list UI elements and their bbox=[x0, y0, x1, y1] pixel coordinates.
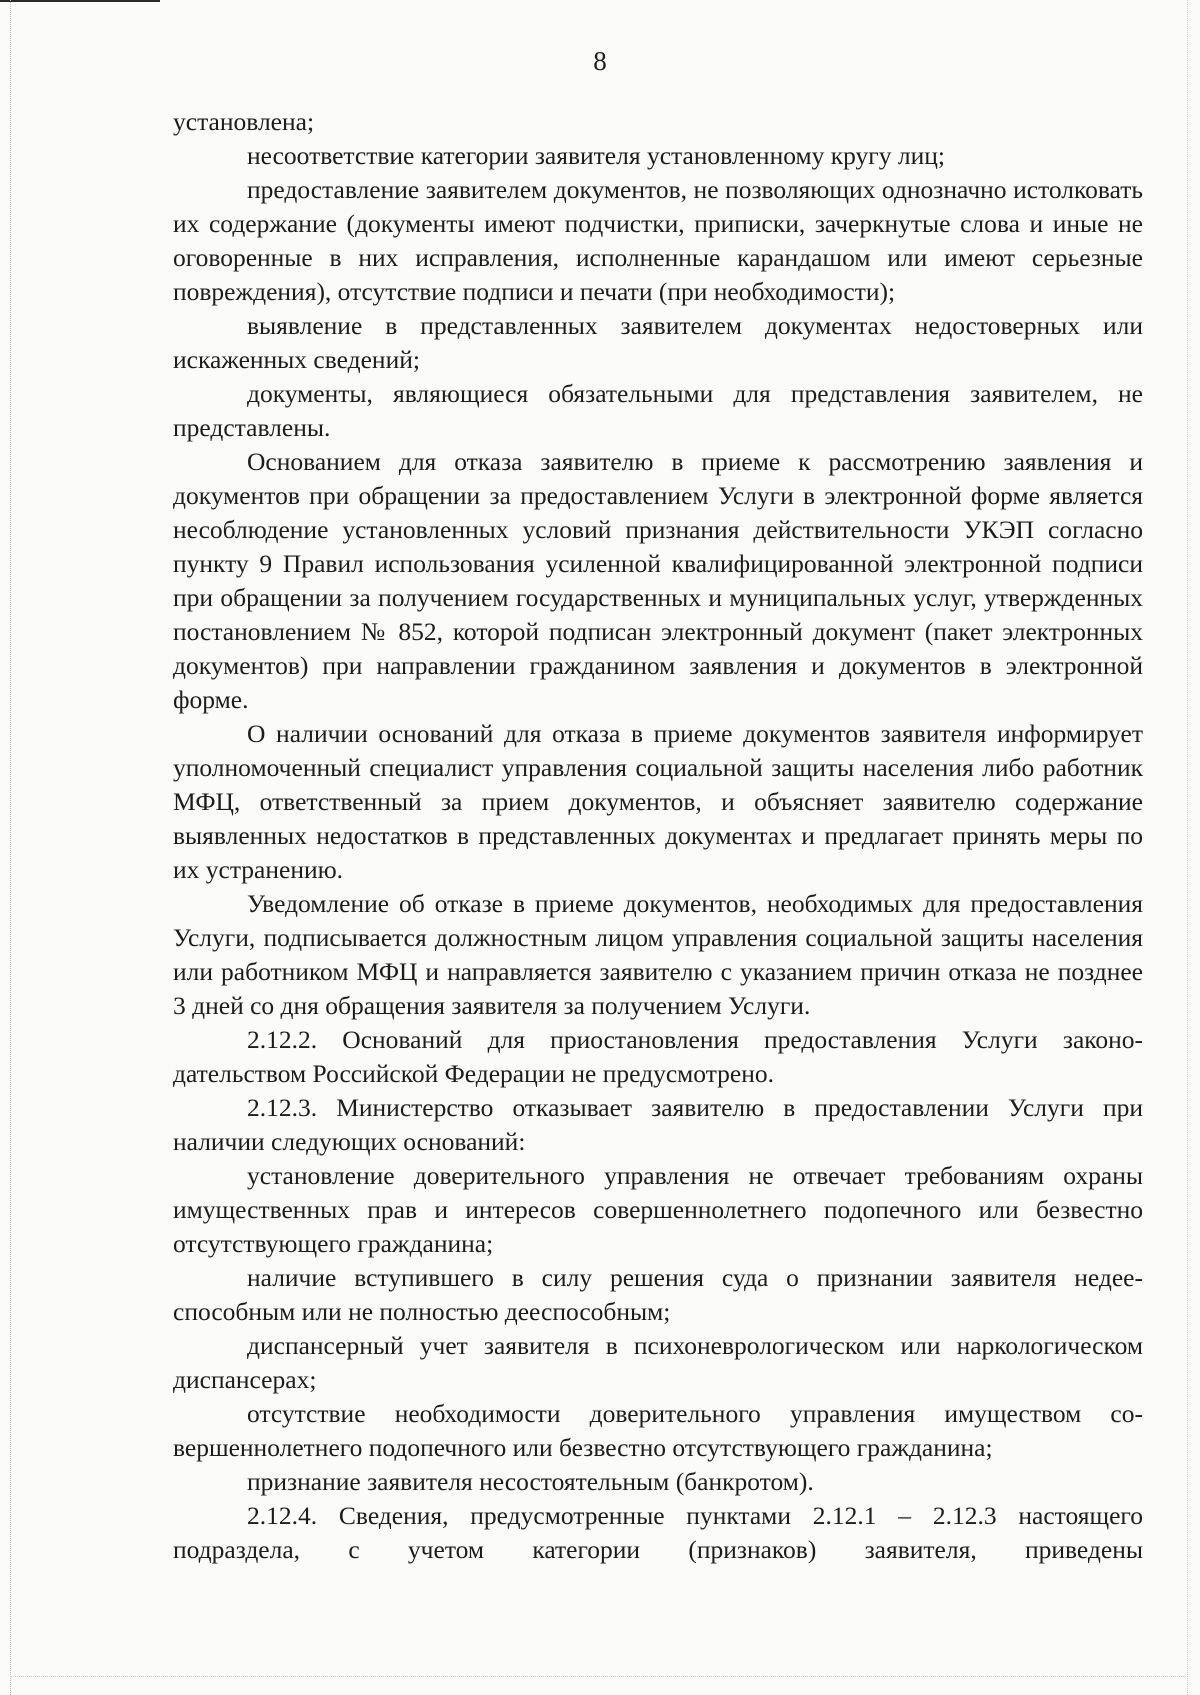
page-number: 8 bbox=[593, 46, 607, 76]
scan-bottom-edge bbox=[10, 1676, 1188, 1677]
paragraph-2: несоответствие категории заявителя установленному кругу лиц; bbox=[247, 141, 945, 170]
paragraph-9: 2.12.2. Оснований для приостановления предоставления Услуги законодательством Российской Федерации не предусмотрено. bbox=[173, 1025, 1143, 1088]
scan-left-edge bbox=[10, 0, 11, 1695]
paragraph-14: отсутствие необходимости доверительного управления имуществом совершеннолетнего подопечного или безвестно отсутствующего гражданина; bbox=[173, 1399, 1143, 1462]
scan-corner-line bbox=[0, 0, 160, 2]
document-body bbox=[173, 105, 1143, 1567]
paragraph-5: документы, являющиеся обязательными для представления заявителем, не представлены. bbox=[173, 379, 1143, 442]
paragraph-16: 2.12.4. Сведения, предусмотренные пунктами 2.12.1 – 2.12.3 настоящего подраздела, с учетом категории (признаков) заявителя, приведены bbox=[173, 1501, 1143, 1564]
paragraph-4: выявление в представленных заявителем документах недостоверных или искаженных сведений; bbox=[173, 311, 1143, 374]
paragraph-1: установлена; bbox=[173, 107, 315, 136]
paragraph-6: Основанием для отказа заявителю в приеме к рассмотрению заявления и документов при обращении за предоставлением Услуги в электронной форме является несоблюдение установленных условий признания действительности УКЭП согласно пункту 9 Правил использования усиленной квалифицированной электронной подписи при обращении за получением государственных и муниципальных услуг, утвержденных постановлением № 852, которой подписан электронный документ (пакет электронных документов) при направлении гражданином заявления и документов в электронной форме. bbox=[173, 447, 1143, 714]
paragraph-15: признание заявителя несостоятельным (банкротом). bbox=[247, 1467, 814, 1496]
paragraph-13: диспансерный учет заявителя в психоневрологическом или наркологическом диспансерах; bbox=[173, 1331, 1143, 1394]
scan-right-edge bbox=[1187, 0, 1188, 1695]
paragraph-10: 2.12.3. Министерство отказывает заявителю в предоставлении Услуги при наличии следующих оснований: bbox=[173, 1093, 1143, 1156]
paragraph-3: предоставление заявителем документов, не позволяющих однозначно истолковать их содержание (документы имеют подчистки, приписки, зачеркнутые слова и иные не оговоренные в них исправления, исполненные карандашом или имеют серьезные повреждения), отсутствие подписи и печати (при необходимости); bbox=[173, 175, 1143, 306]
paragraph-8: Уведомление об отказе в приеме документов, необходимых для предоставления Услуги, подписывается должностным лицом управления социальной защиты населения или работником МФЦ и направляется заявителю с указанием причин отказа не позднее 3 дней со дня обращения заявителя за получением Услуги. bbox=[173, 889, 1143, 1020]
paragraph-11: установление доверительного управления не отвечает требованиям охраны имущественных прав и интересов совершеннолетнего подопечного или безвестно отсутствующего гражданина; bbox=[173, 1161, 1143, 1258]
paragraph-7: О наличии оснований для отказа в приеме документов заявителя информирует уполномоченный специалист управления социальной защиты населения либо работник МФЦ, ответственный за прием документов, и объясняет заявителю содержание выявленных недостатков в представленных документах и предлагает принять меры по их устранению. bbox=[173, 719, 1143, 884]
paragraph-12: наличие вступившего в силу решения суда о признании заявителя недееспособным или не полностью дееспособным; bbox=[173, 1263, 1143, 1326]
